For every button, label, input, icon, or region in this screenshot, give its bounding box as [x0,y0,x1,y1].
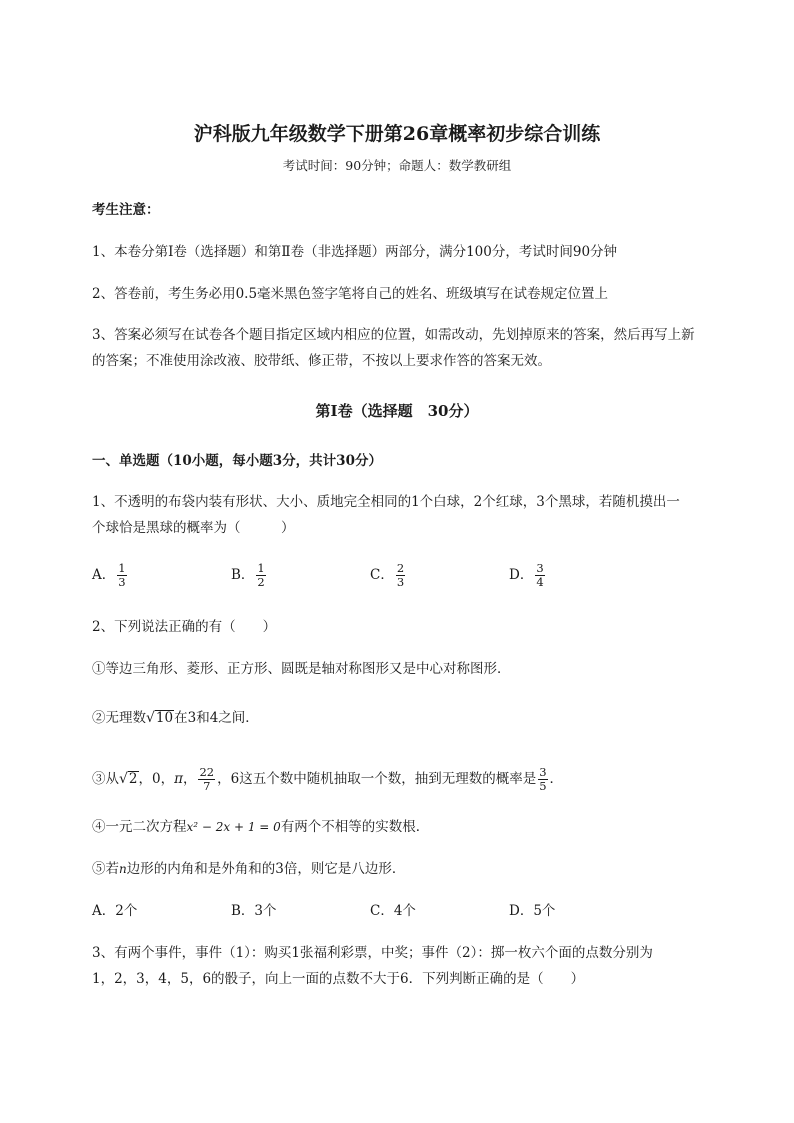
notice-item-2: 2、答卷前，考生务必用0.5毫米黑色签字笔将自己的姓名、班级填写在试卷规定位置上 [92,286,609,302]
equation: x² − 2x + 1 = 0 [186,820,281,834]
question-2-statement-1: ①等边三角形、菱形、正方形、圆既是轴对称图形又是中心对称图形． [92,661,511,677]
notice-item-3-line-1: 3、答案必须写在试卷各个题目指定区域内相应的位置，如需改动，先划掉原来的答案，然后再写上新 [92,327,695,343]
question-1-option-d[interactable] [509,562,547,589]
radical-sign: √ [146,710,155,726]
notice-item-1: 1、本卷分第I卷（选择题）和第Ⅱ卷（非选择题）两部分，满分100分，考试时间90分钟 [92,244,618,260]
question-2-option-c[interactable]: C．4个 [370,903,416,919]
question-2-option-d[interactable]: D．5个 [509,903,556,919]
exam-info: 考试时间：90分钟；命题人：数学教研组 [282,158,512,173]
question-1-option-b[interactable] [231,562,268,589]
page-title: 沪科版九年级数学下册第26章概率初步综合训练 [193,123,601,145]
question-1-line-2: 个球恰是黑球的概率为（ ） [92,520,295,536]
option-label: B． [231,567,255,583]
option-label: D． [509,567,534,583]
section-title: 第I卷（选择题 30分） [315,402,479,420]
question-2-option-b[interactable]: B．3个 [231,903,277,919]
fraction: $\frac{1}{2}$ [257,561,265,589]
notice-heading: 考生注意： [92,202,160,218]
fraction: $\frac{3}{5}$ [539,765,547,793]
question-1-option-c[interactable] [370,562,407,589]
radical-sign: √ [119,771,128,787]
fraction: $\frac{22}{7}$ [199,765,215,793]
question-2-statement-3: ③从√2，0，π， $\frac{22}{7}$ ，6这五个数中随机抽取一个数，抽到无理数的概率是 $\frac{3}{5}$ ． [92,765,564,793]
fraction: $\frac{3}{4}$ [536,561,544,589]
question-1-line-1: 1、不透明的布袋内装有形状、大小、质地完全相同的1个白球，2个红球，3个黑球，若随机摸出一 [92,494,680,510]
option-label: C． [370,567,394,583]
question-2-stem: 2、下列说法正确的有（ ） [92,619,277,635]
question-2-option-a[interactable]: A．2个 [92,903,138,919]
part-heading: 一、单选题（10小题，每小题3分，共计30分） [92,453,382,469]
question-3-line-2: 1，2，3，4，5，6的骰子，向上一面的点数不大于6．下列判断正确的是（ ） [92,971,585,987]
fraction: $\frac{1}{3}$ [118,561,126,589]
question-2-statement-5: ⑤若n边形的内角和是外角和的3倍，则它是八边形． [92,861,406,877]
notice-item-3-line-2: 的答案；不准使用涂改液、胶带纸、修正带，不按以上要求作答的答案无效。 [92,353,551,369]
option-label: A． [92,567,116,583]
question-3-line-1: 3、有两个事件，事件（1）：购买1张福利彩票，中奖；事件（2）：掷一枚六个面的点数分别为 [92,945,653,961]
fraction: $\frac{2}{3}$ [396,561,405,589]
question-1-option-a[interactable] [92,562,129,589]
question-2-statement-4: ④一元二次方程x² − 2x + 1 = 0有两个不相等的实数根． [92,819,430,835]
question-2-statement-2: ②无理数√10在3和4之间． [92,710,259,726]
